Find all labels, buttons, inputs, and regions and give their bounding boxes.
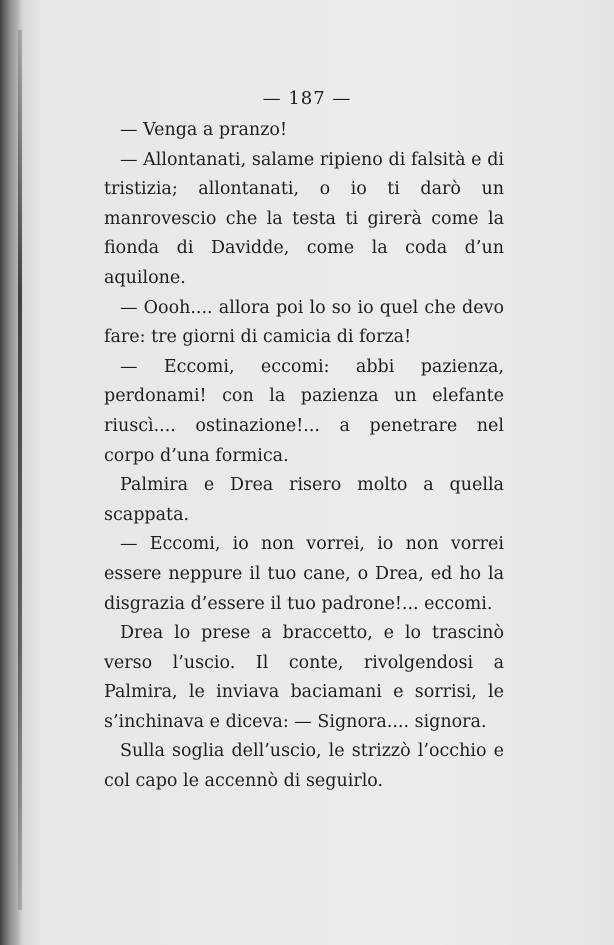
paragraph: — Oooh.... allora poi lo so io quel che devo fare: tre giorni di camicia di forza! — [104, 297, 504, 348]
page-number: — 187 — — [262, 88, 352, 109]
paragraph: Palmira e Drea risero molto a quella scappata. — [104, 475, 504, 525]
paragraph: Sulla soglia dell’uscio, le strizzò l’occhio e col capo le accennò di seguirlo. — [104, 741, 504, 792]
paragraph: — Venga a pranzo! — [120, 120, 287, 140]
gutter-line — [18, 30, 22, 910]
paragraph: — Eccomi, eccomi: abbi pazienza, perdonami! con la pazienza un elefante riuscì.... ostinazione!... a penetrare nel corpo d’una formica. — [104, 356, 504, 466]
paragraph: Drea lo prese a braccetto, e lo trascinò verso l’uscio. Il conte, rivolgendosi a Palmira, le inviava baciamani e sorrisi, le s’inchinava e diceva: — Signora.... signora. — [104, 623, 504, 732]
paragraph: — Allontanati, salame ripieno di falsità e di tristizia; allontanati, o io ti darò un manrovescio che la testa ti girerà come la fionda di Davidde, come la coda d’un aquilone. — [104, 149, 504, 288]
body-text — [104, 116, 504, 797]
paragraph: — Eccomi, io non vorrei, io non vorrei essere neppure il tuo cane, o Drea, ed ho la disgrazia d’essere il tuo padrone!... eccomi. — [104, 534, 504, 614]
